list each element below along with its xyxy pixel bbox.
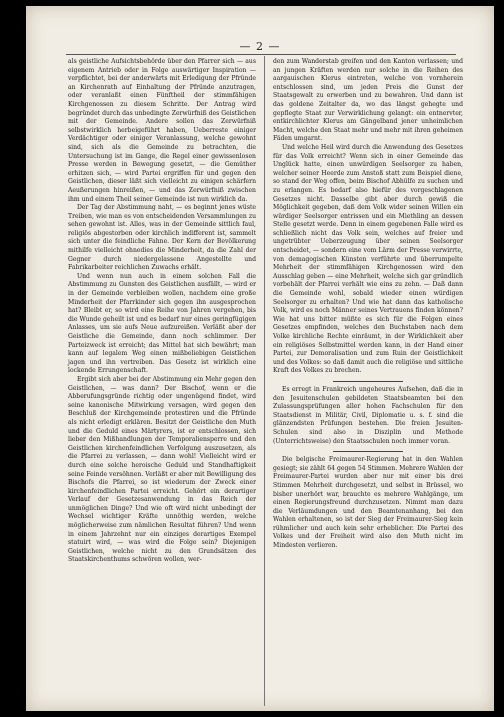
paragraph: Der Tag der Abstimmung naht, — es beginnt jenes wüste Treiben, wie man es von entscheidenden Versammlungen zu sehen gewohnt ist. Alles, was in der Gemeinde sittlich faul, religiös abgestorben oder kirchlich indifferent ist, sammelt sich unter die feindliche Fahne. Der Kern der Bevölkerung mithilfe vielleicht ohnedies die Minderheit, da die Zahl der Gegner durch niedergelassene Angestellte und Fabrikarbeiter reichlichen Zuwachs erhält.: [68, 204, 256, 272]
paragraph: Und wenn nun auch in einem solchen Fall die Abstimmung zu Gunsten des Geistlichen ausfällt, — wird er in der Gemeinde verbleiben wollen, nachdem eine große Minderheit der Pfarrkinder sich gegen ihn ausgesprochen hat? Bleibt er, so wird eine Reihe von Jahren vergehen, bis die Wunde geheilt ist und es bedarf nur eines geringfügigen Anlasses, um sie aufs Neue aufzureißen. Verläßt aber der Geistliche die Gemeinde, dann noch schlimmer. Der Parteizweck ist erreicht; das Mittel hat sich bewährt; man kann auf legalem Weg einen mißbeliebigen Geistlichen jagen und ihn vertreiben. Das Gesetz ist wirklich eine lockende Errungenschaft.: [68, 272, 256, 375]
paragraph: den zum Wanderstab greifen und den Kanton verlassen; und an jungen Kräften werden nur solche in die Reihen des aargauischen Klerus eintreten, welche von vornherein entschlossen sind, um jeden Preis die Gunst der Staatsgewalt zu erwerben und zu bewahren. Und dann ist das goldene Zeitalter da, wo das längst gehegte und gepflegte Staat zur Verwirklichung gelangt: ein entnervter, entkirchlichter Klerus am Gängelband jener unheimlichen Macht, welche den Staat mehr und mehr mit ihren geheimen Fäden umgarnt.: [273, 58, 463, 143]
paragraph: Es erregt in Frankreich ungeheures Aufsehen, daß die in den Jesuitenschulen gebildeten Staatsbeamten bei den Zulassungsprüfungen aller hohen Fachschulen für den Staatsdienst in Militär, Civil, Diplomatie u. s. f. sind die glänzendsten Prüfungen bestehen. Die freien Jesuiten-Schulen sind also in Disziplin und Methode (Unterrichtsweise) den Staatsschulen noch immer voran.: [273, 385, 463, 445]
paragraph: Die belgische Freimaurer-Regierung hat in den Wahlen gesiegt; sie zählt 64 gegen 54 Stimmen. Mehrere Wahlen der Freimaurer-Partei wurden aber nur mit einer bis drei Stimmen Mehrheit durchgesetzt, und selbst in Brüssel, wo bisher unerhört war, brauchte es mehrere Wahlgänge, um einen Regierungsfreund durchzusetzen. Nimmt man dazu die Verläumdungen und den Beamtenanhang, bei den Wahlen erhaltenen, so ist der Sieg der Freimaurer-Sieg kein rühmlicher und auch kein sehr erheblicher. Die Partei des Volkes und der Freiheit wird also den Muth nicht im Mindesten verlieren.: [273, 456, 463, 550]
right-column: [273, 58, 463, 551]
article-separator: [333, 451, 403, 452]
paragraph: als geistliche Aufsichtsbehörde über den Pfarrer sich — aus eigenem Antrieb oder in Folge auswärtiger Inspiration — verpflichtet, bei der anderwärts mit Erledigung der Pfründe an Kirchenrath auf Einhaltung der Pfründe anzutragen, oder veranlaßt einen Fünftheil der stimmfähigen Kirchgenossen zu diesem Schritte. Der Antrag wird begründet durch das unbedingte Zerwürfniß des Geistlichen mit der Gemeinde. Andere sollen das Zerwürfniß selbstwirklich herbeigeführt haben, Ueberreste einiger Verdächtiger oder einiger Veranlassung, welche gewohnt sind, sich als die Gemeinde zu betrachten, die Untersuchung ist im Gange, die Regel einer gewissenlosen Presse werden in Bewegung gesetzt, — die Gemüther erhitzen sich, — wird Partei ergriffen für und gegen den Geistlichen, dieser läßt sich vielleicht zu einigen schärfern Aeußerungen hinreißen, — und das Zerwürfniß zwischen ihm und einem Theil seiner Gemeinde ist nun wirklich da.: [68, 58, 256, 203]
left-column: [68, 58, 256, 565]
page-number: — 2 —: [239, 40, 281, 53]
paragraph: Und welche Heil wird durch die Anwendung des Gesetzes für das Volk erreicht? Wenn sich in einer Gemeinde das Unglück hatte, einen unwürdigen Seelsorger zu haben, welcher seiner Heerde zum Anstoß statt zum Beispiel diene, so stand der Weg offen, beim Bischof Abhülfe zu suchen und zu erlangen. Es bedarf also hiefür des vorgeschlagenen Gesetzes nicht. Dasselbe gibt aber durch gewiß die Möglichkeit gegeben, daß dem Volk wider seinen Willen ein würdiger Seelsorger entrissen und ein Miethling an dessen Stelle gesetzt werde. Denn in einem gegebenen Falle wird es schließlich nicht das Volk sein, welches auf freier und ungetrübter Ueberzeugung über seinen Seelsorger entscheidet, — sondern eine vom Lärm der Presse verwirrte, von demagogischen Künsten verführte und überrumpelte Mehrheit der stimmfähigen Kirchgenossen wird den Ausschlag geben — eine Mehrheit, welche sich gar gründlich vorbehält der Pfarrei verhält wie eins zu zehn. — Daß dann die Gemeinde wohl, sobald wieder einen würdigen Seelsorger zu erhalten? Und wie hat dann das katholische Volk, wird es noch Männer seines Vertrauens finden können? Wie hat uns bitter müßte es sich für die Folgen eines Gesetzes empfinden, welches den Buchstaben nach dem Volke kirchliche Rechte einräumt, in der Wirklichkeit aber ein religiöses Selbstmittel werden kann, in der Hand einer Partei, zur Demoralisation und zum Ruin der Geistlichkeit und des Volkes: so daß damit auch die religiöse und sittliche Kraft des Volkes zu brechen.: [273, 143, 463, 375]
article-separator: [333, 381, 403, 382]
paragraph: Ergibt sich aber bei der Abstimmung ein Mehr gegen den Geistlichen, — was dann? Der Bischof, wenn er die Abberufungsgründe richtig oder ungenügend findet, wird seine kanonische Mitwirkung versagen, wird gegen den Beschluß der Kirchgemeinde protestiren und die Pfründe als nicht erledigt erklären. Besitzt der Geistliche den Muth und die Geduld eines Märtyrers, ist er entschlossen, sich lieber den Mißhandlungen der Temporaliensperre und den Geistlichen kirchenfeindlichen Verfolgung auszusetzen, als die Pfarrei zu verlassen, — dann wohl! Vielleicht wird er durch eine solche heroische Geduld und Standhaftigkeit seine Feinde versöhnen. Verläßt er aber mit Bewilligung des Bischofs die Pfarrei, so ist wiederum der Zweck einer kirchenfeindlichen Partei erreicht. Gehört ein derartiger Verlauf der Gesetzesanwendung in das Reich der unmöglichen Dinge? Und wie oft wird nicht unbedingt der Wechsel wichtiger Kräfte unnöthig werden, welche möglicherweise zum nämlichen Resultat führen? Und wenn in einem Jahrzehnt nur ein einziges derartiges Exempel statuirt wird, — was wird die Folge sein? Diejenigen Geistlichen, welche nicht zu den Grundsätzen des Staatskirchenthums schwören wollen, wer-: [68, 375, 257, 564]
header-rule: [66, 54, 456, 55]
newspaper-page: [26, 6, 494, 711]
column-divider: [264, 56, 265, 706]
